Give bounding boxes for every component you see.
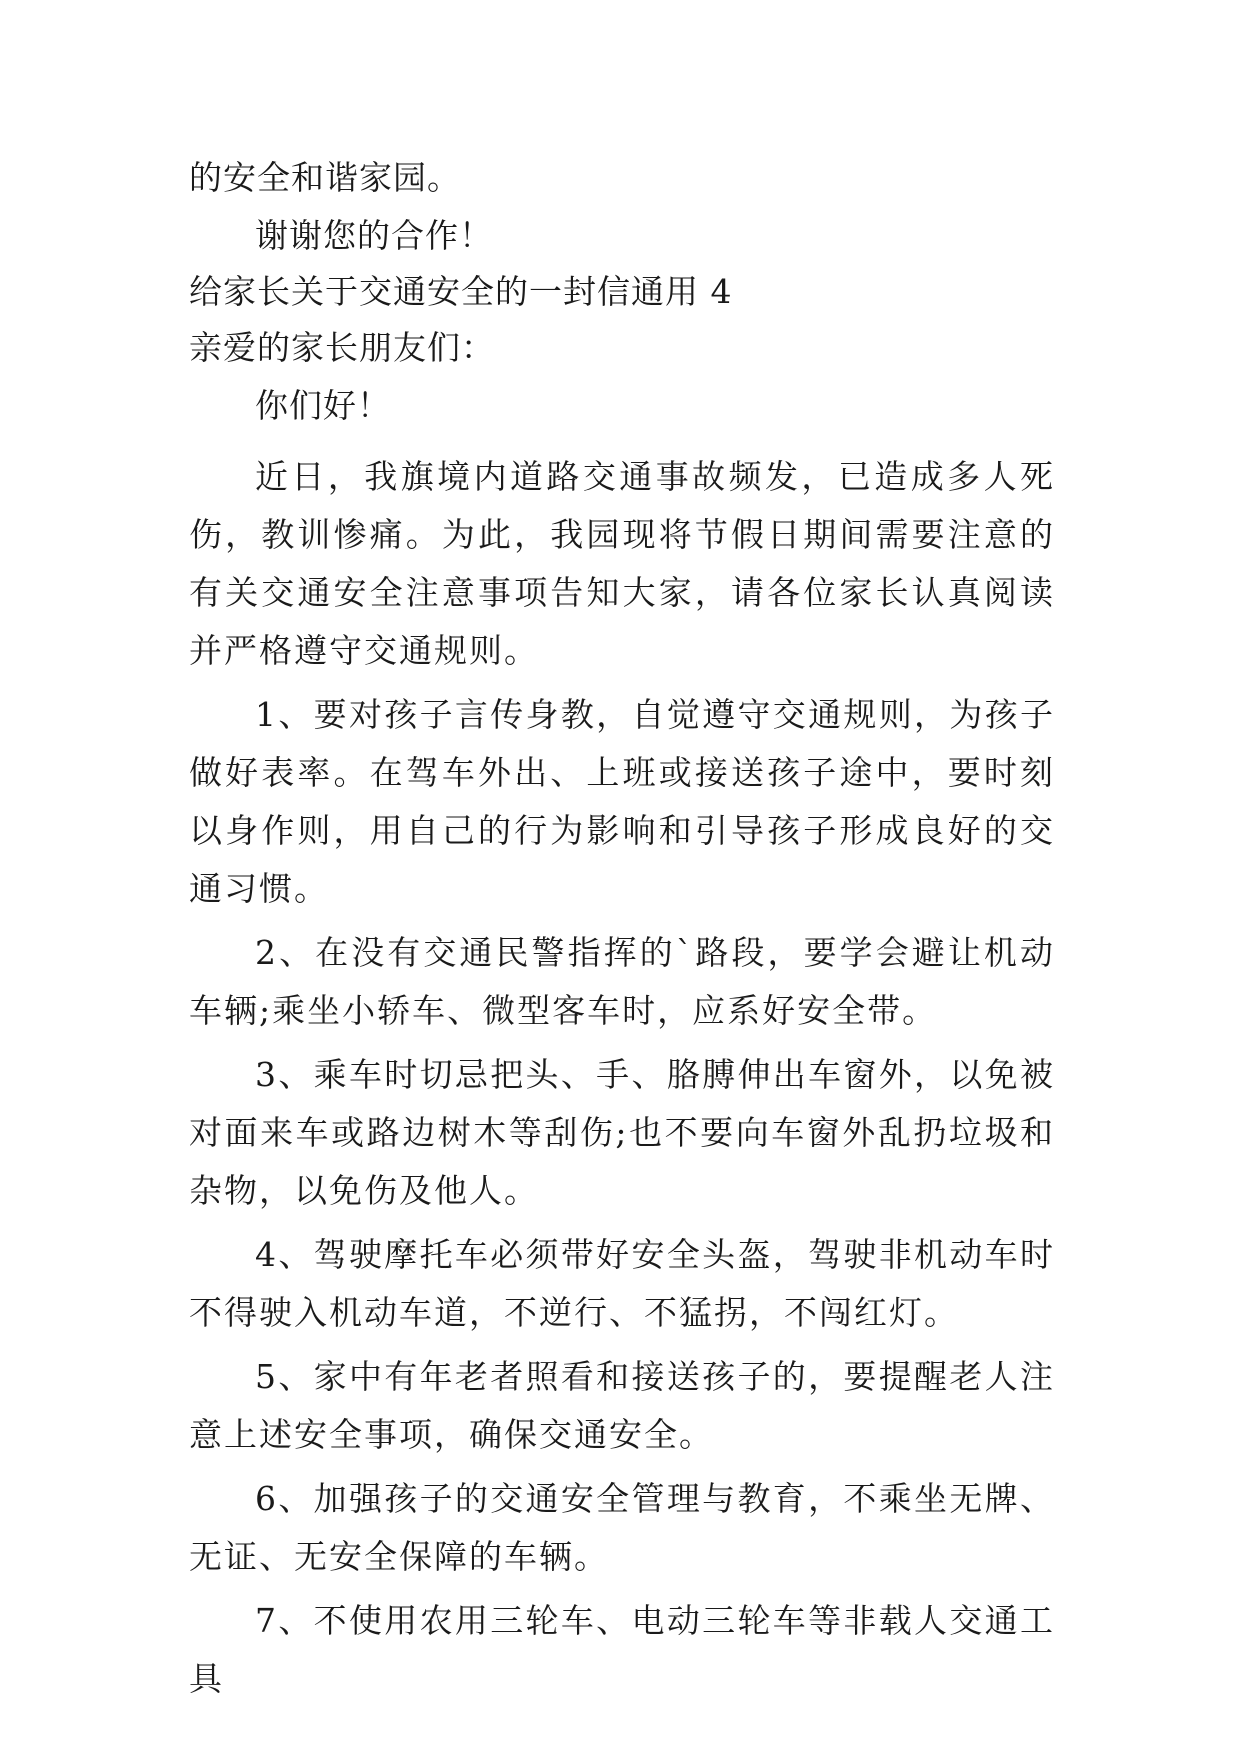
list-item-5: 5、家中有年老者照看和接送孩子的，要提醒老人注意上述安全事项，确保交通安全。 xyxy=(189,1357,1055,1454)
continuation-text: 的安全和谐家园。 xyxy=(189,158,461,197)
hello-text: 你们好！ xyxy=(255,386,391,425)
list-item-4: 4、驾驶摩托车必须带好安全头盔，驾驶非机动车时不得驶入机动车道，不逆行、不猛拐，不闯红灯。 xyxy=(189,1235,1055,1332)
intro-paragraph: 近日，我旗境内道路交通事故频发，已造成多人死伤，教训惨痛。为此，我园现将节假日期间需要注意的有关交通安全注意事项告知大家，请各位家长认真阅读并严格遵守交通规则。 xyxy=(189,457,1055,670)
list-item-6: 6、加强孩子的交通安全管理与教育，不乘坐无牌、无证、无安全保障的车辆。 xyxy=(189,1479,1055,1576)
list-item-7: 7、不使用农用三轮车、电动三轮车等非载人交通工具 xyxy=(189,1601,1055,1698)
letter-title: 给家长关于交通安全的一封信通用 4 xyxy=(189,272,733,311)
list-item-1: 1、要对孩子言传身教，自觉遵守交通规则，为孩子做好表率。在驾车外出、上班或接送孩子途中，要时刻以身作则，用自己的行为影响和引导孩子形成良好的交通习惯。 xyxy=(189,695,1055,908)
list-item-2: 2、在没有交通民警指挥的`路段，要学会避让机动车辆;乘坐小轿车、微型客车时，应系好安全带。 xyxy=(189,933,1055,1030)
closing-text: 谢谢您的合作！ xyxy=(255,216,493,255)
document-page xyxy=(189,158,1055,1708)
greeting-text: 亲爱的家长朋友们： xyxy=(189,328,495,367)
list-item-3: 3、乘车时切忌把头、手、胳膊伸出车窗外，以免被对面来车或路边树木等刮伤;也不要向车窗外乱扔垃圾和杂物，以免伤及他人。 xyxy=(189,1055,1055,1210)
